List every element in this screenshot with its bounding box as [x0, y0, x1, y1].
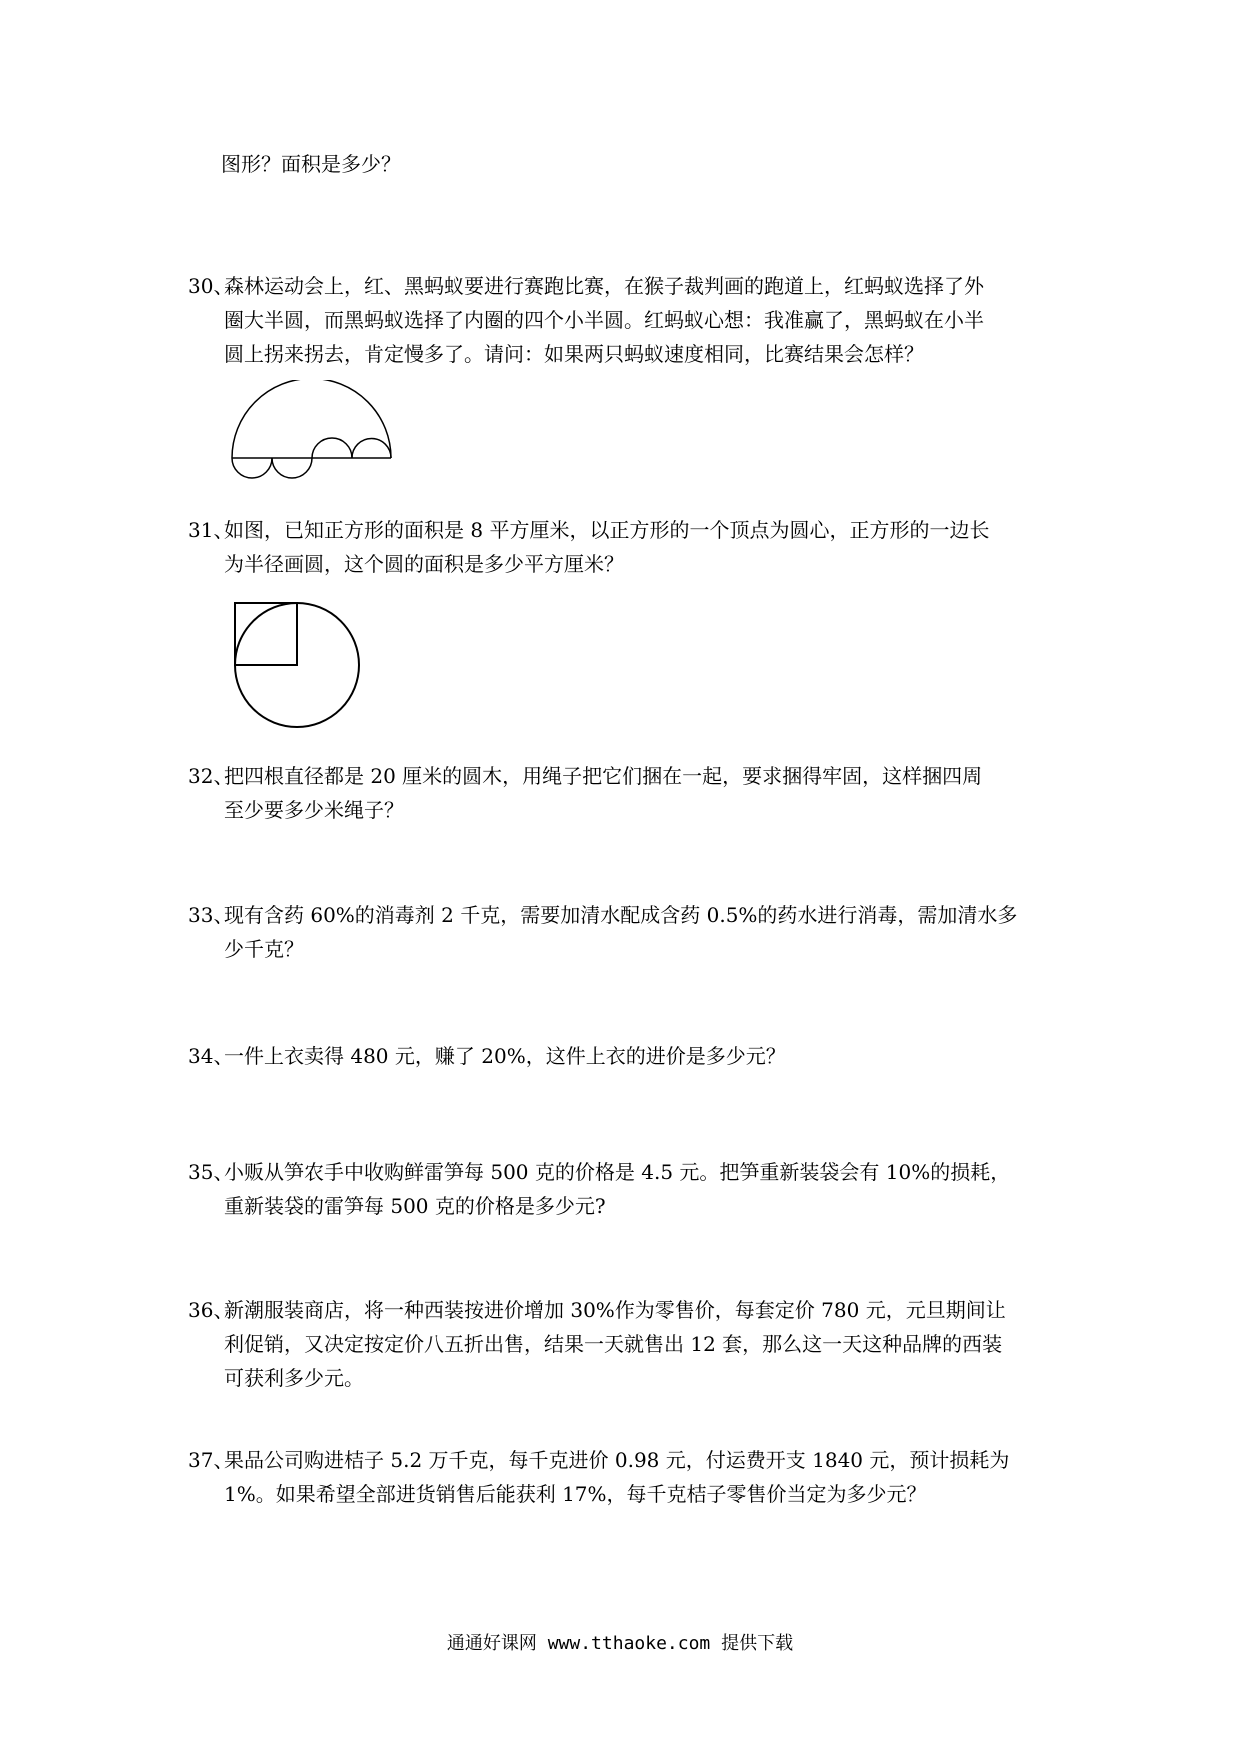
question-line: 森林运动会上，红、黑蚂蚁要进行赛跑比赛，在猴子裁判画的跑道上，红蚂蚁选择了外 [224, 274, 984, 298]
question-number: 33、 [188, 903, 234, 927]
continuation-line: 图形？面积是多少？ [221, 152, 401, 176]
question-line: 果品公司购进桔子 5.2 万千克，每千克进价 0.98 元，付运费开支 1840 元，预计损耗为 [224, 1448, 1010, 1472]
question-number: 36、 [188, 1298, 234, 1322]
question-number: 35、 [188, 1160, 234, 1184]
question-line: 圆上拐来拐去，肯定慢多了。请问：如果两只蚂蚁速度相同，比赛结果会怎样？ [224, 342, 924, 366]
question-line: 为半径画圆，这个圆的面积是多少平方厘米？ [224, 552, 624, 576]
question-line: 少千克？ [224, 937, 304, 961]
question-number: 32、 [188, 764, 234, 788]
question-line: 利促销，又决定按定价八五折出售，结果一天就售出 12 套，那么这一天这种品牌的西装 [224, 1332, 1003, 1356]
question-line: 小贩从笋农手中收购鲜雷笋每 500 克的价格是 4.5 元。把笋重新装袋会有 10%的损耗， [224, 1160, 1011, 1184]
question-line: 新潮服装商店，将一种西装按进价增加 30%作为零售价，每套定价 780 元，元旦期间让 [224, 1298, 1006, 1322]
question-line: 一件上衣卖得 480 元，赚了 20%，这件上衣的进价是多少元？ [224, 1044, 786, 1068]
question-line: 可获利多少元。 [224, 1366, 364, 1390]
question-line: 把四根直径都是 20 厘米的圆木，用绳子把它们捆在一起，要求捆得牢固，这样捆四周 [224, 764, 983, 788]
question-line: 重新装袋的雷笋每 500 克的价格是多少元? [224, 1194, 606, 1218]
square-circle-figure [230, 598, 365, 733]
question-number: 31、 [188, 518, 234, 542]
question-line: 至少要多少米绳子？ [224, 798, 404, 822]
question-line: 1%。如果希望全部进货销售后能获利 17%，每千克桔子零售价当定为多少元？ [224, 1482, 927, 1506]
question-number: 34、 [188, 1044, 234, 1068]
question-number: 37、 [188, 1448, 234, 1472]
semicircle-track-figure [230, 380, 400, 490]
question-line: 现有含药 60%的消毒剂 2 千克，需要加清水配成含药 0.5%的药水进行消毒，需加清水多 [224, 903, 1018, 927]
question-number: 30、 [188, 274, 234, 298]
page-footer: 通通好课网 www.tthaoke.com 提供下载 [446, 1633, 794, 1654]
question-line: 如图，已知正方形的面积是 8 平方厘米，以正方形的一个顶点为圆心，正方形的一边长 [224, 518, 990, 542]
question-line: 圈大半圆，而黑蚂蚁选择了内圈的四个小半圆。红蚂蚁心想：我准赢了，黑蚂蚁在小半 [224, 308, 984, 332]
